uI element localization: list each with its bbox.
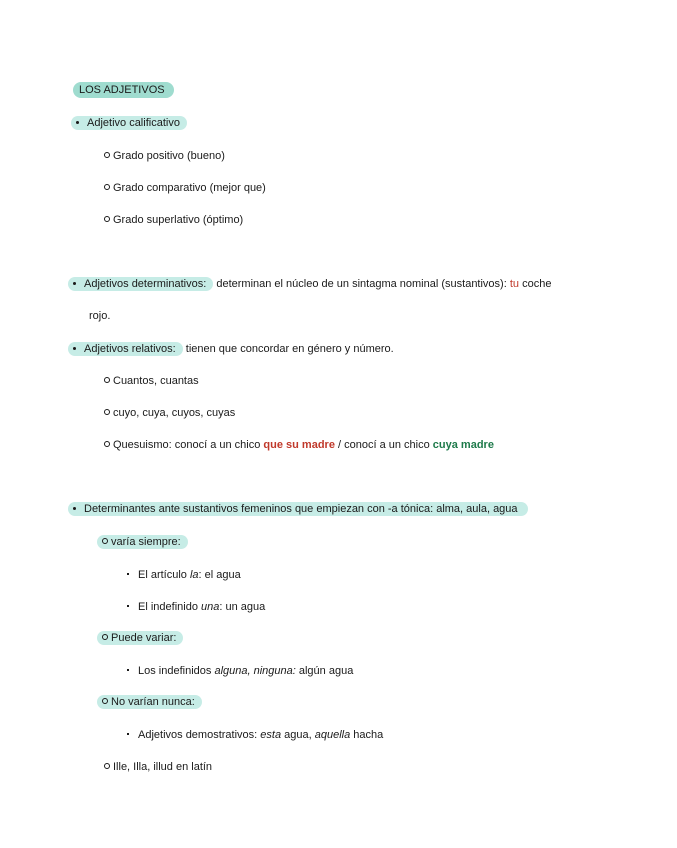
page-title	[73, 80, 174, 100]
quesuismo-item	[104, 435, 494, 455]
list-item	[127, 565, 241, 585]
determinativos-highlight: tu	[509, 278, 520, 290]
bullet-determinativos	[68, 274, 551, 294]
item-text: Los indefinidos	[138, 665, 215, 677]
bullet-dot-icon	[73, 347, 76, 350]
circle-bullet-icon	[104, 184, 110, 190]
bullet-femeninos	[68, 499, 528, 519]
determinativos-text-after: coche	[519, 278, 552, 290]
varia-siempre-label: varía siempre:	[111, 536, 181, 548]
circle-bullet-icon	[102, 634, 108, 640]
quesuismo-wrong: que su madre	[263, 439, 335, 451]
quesuismo-prefix: Quesuismo: conocí a un chico	[113, 439, 264, 451]
circle-bullet-icon	[104, 152, 110, 158]
circle-bullet-icon	[102, 538, 108, 544]
circle-bullet-icon	[104, 216, 110, 222]
circle-bullet-icon	[104, 441, 110, 447]
relativos-item: Cuantos, cuantas	[113, 375, 199, 387]
varia-siempre-heading	[97, 532, 188, 552]
latin-item: Ille, Illa, illud en latín	[113, 761, 213, 773]
grado-comparativo: Grado comparativo (mejor que)	[113, 182, 266, 194]
no-varian-label: No varían nunca:	[111, 696, 195, 708]
circle-bullet-icon	[104, 377, 110, 383]
list-item	[104, 403, 235, 423]
item-text: hacha	[350, 729, 384, 741]
list-item	[104, 178, 266, 198]
grado-positivo: Grado positivo (bueno)	[113, 150, 225, 162]
square-bullet-icon	[127, 605, 129, 607]
list-item	[104, 371, 199, 391]
relativos-text: tienen que concordar en género y número.	[182, 343, 394, 355]
bullet-dot-icon	[76, 121, 79, 124]
item-italic: la	[189, 569, 199, 581]
puede-variar-label: Puede variar:	[111, 632, 177, 644]
calificativo-label: Adjetivo calificativo	[87, 117, 180, 129]
bullet-dot-icon	[73, 507, 76, 510]
item-text: : el agua	[198, 569, 241, 581]
relativos-label: Adjetivos relativos:	[84, 343, 176, 355]
determinativos-text: determinan el núcleo de un sintagma nominal (sustantivos):	[213, 278, 510, 290]
item-italic: alguna, ninguna:	[214, 665, 296, 677]
no-varian-heading	[97, 692, 202, 712]
puede-variar-heading	[97, 628, 183, 648]
determinativos-continuation: rojo.	[89, 310, 111, 322]
item-text: Adjetivos demostrativos:	[138, 729, 261, 741]
quesuismo-middle: / conocí a un chico	[334, 439, 433, 451]
square-bullet-icon	[127, 733, 129, 735]
grado-superlativo: Grado superlativo (óptimo)	[113, 214, 244, 226]
relativos-item: cuyo, cuya, cuyos, cuyas	[113, 407, 236, 419]
determinativos-label: Adjetivos determinativos:	[84, 278, 207, 290]
square-bullet-icon	[127, 669, 129, 671]
list-item	[104, 757, 212, 777]
circle-bullet-icon	[102, 698, 108, 704]
item-text: agua,	[281, 729, 315, 741]
circle-bullet-icon	[104, 409, 110, 415]
list-item	[127, 597, 265, 617]
bullet-calificativo	[71, 113, 187, 133]
quesuismo-right: cuya madre	[432, 439, 494, 451]
femeninos-label: Determinantes ante sustantivos femeninos que empiezan con -a tónica: alma, aula, agua	[84, 503, 518, 515]
item-text: El indefinido	[138, 601, 201, 613]
bullet-relativos	[68, 339, 394, 359]
list-item	[127, 725, 383, 745]
item-italic: esta	[260, 729, 282, 741]
bullet-dot-icon	[73, 282, 76, 285]
item-text: algún agua	[295, 665, 354, 677]
list-item	[104, 210, 243, 230]
item-italic: aquella	[314, 729, 351, 741]
item-text: El artículo	[138, 569, 190, 581]
circle-bullet-icon	[104, 763, 110, 769]
list-item	[127, 661, 353, 681]
list-item	[104, 146, 225, 166]
square-bullet-icon	[127, 573, 129, 575]
title-text: LOS ADJETIVOS	[73, 82, 174, 98]
item-italic: una	[201, 601, 220, 613]
item-text: : un agua	[219, 601, 266, 613]
